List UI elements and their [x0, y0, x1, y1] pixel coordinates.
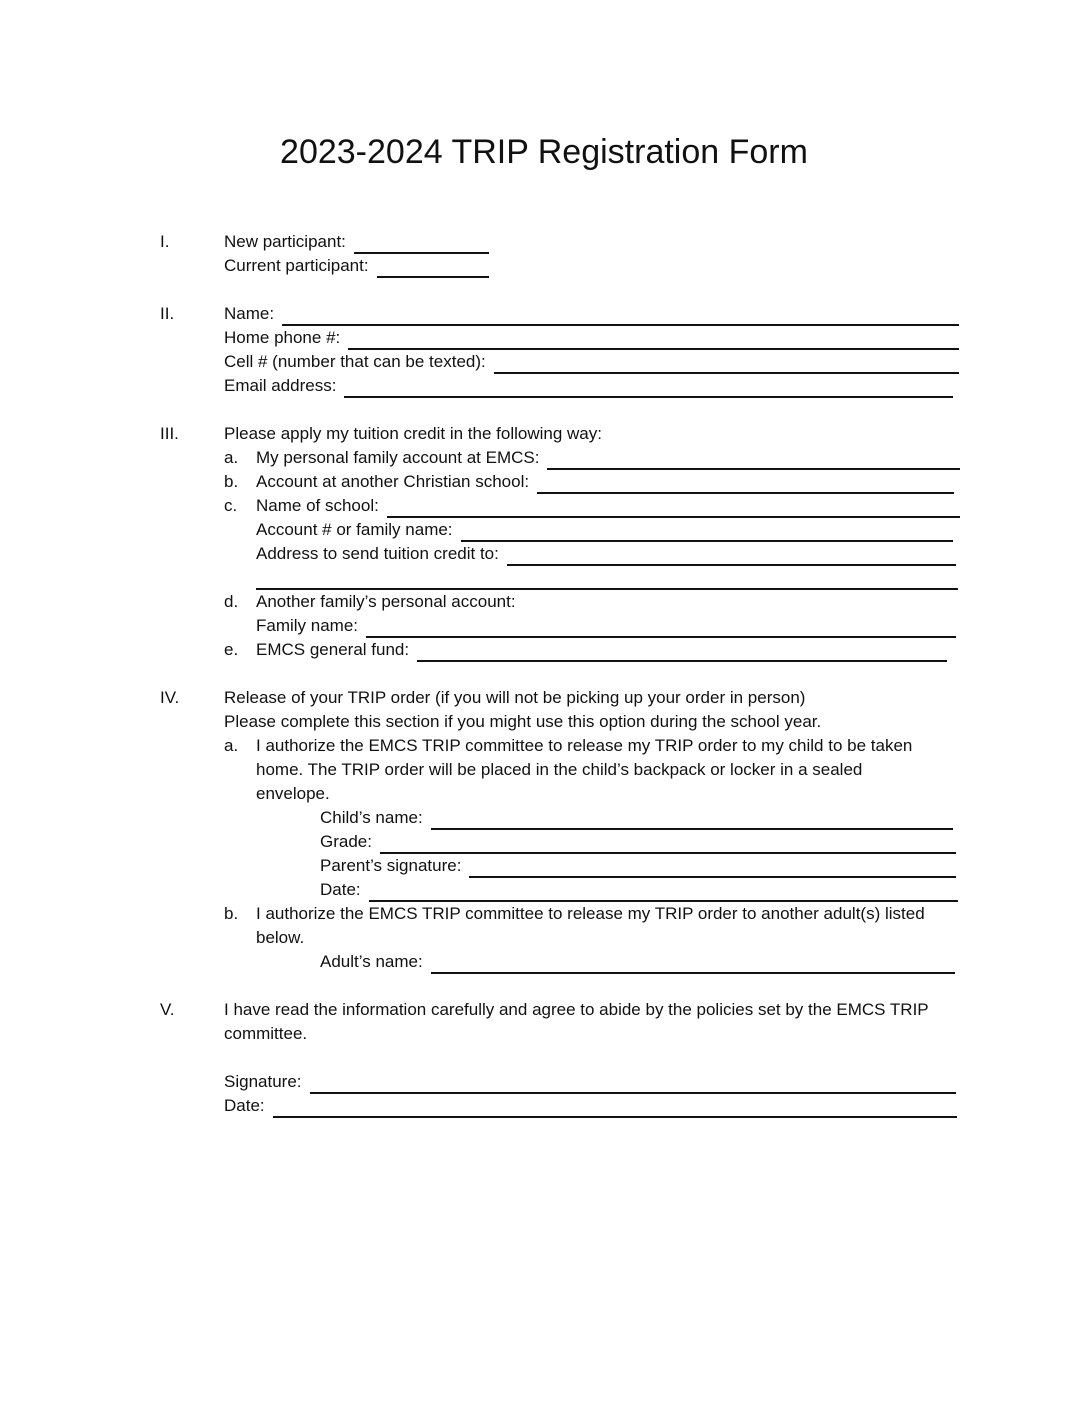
signature-date-field[interactable]	[273, 1098, 957, 1118]
emcs-account-field[interactable]	[547, 450, 960, 470]
release-a-line-1: I authorize the EMCS TRIP committee to release my TRIP order to my child to be taken	[256, 736, 913, 755]
parent-signature-field[interactable]	[469, 858, 956, 878]
new-participant-row	[224, 230, 489, 254]
home-phone-row	[224, 326, 959, 350]
credit-address-row	[256, 542, 956, 566]
signature-field[interactable]	[310, 1074, 957, 1094]
emcs-account-row	[256, 446, 960, 470]
grade-row	[320, 830, 956, 854]
account-number-row	[256, 518, 953, 542]
item-b-letter: b.	[224, 472, 239, 491]
family-name-field[interactable]	[366, 618, 956, 638]
grade-label: Grade:	[320, 832, 372, 851]
email-row	[224, 374, 953, 398]
name-row	[224, 302, 959, 326]
other-school-account-label: Account at another Christian school:	[256, 472, 530, 491]
name-label: Name:	[224, 304, 275, 323]
release-b-line-2: below.	[256, 928, 305, 947]
release-a-line-2: home. The TRIP order will be placed in the child’s backpack or locker in a sealed	[256, 760, 863, 779]
release-a-line-3: envelope.	[256, 784, 330, 803]
signature-date-row	[224, 1094, 957, 1118]
other-school-account-field[interactable]	[537, 474, 954, 494]
general-fund-field[interactable]	[417, 642, 947, 662]
cell-field[interactable]	[494, 354, 959, 374]
child-name-row	[320, 806, 953, 830]
emcs-account-label: My personal family account at EMCS:	[256, 448, 540, 467]
name-field[interactable]	[282, 306, 959, 326]
signature-date-label: Date:	[224, 1096, 265, 1115]
home-phone-field[interactable]	[348, 330, 959, 350]
child-name-field[interactable]	[431, 810, 953, 830]
item-d-letter: d.	[224, 592, 239, 611]
agreement-line-2: committee.	[224, 1024, 308, 1043]
release-b-letter: b.	[224, 904, 239, 923]
signature-row	[224, 1070, 956, 1094]
another-family-label: Another family’s personal account:	[256, 592, 516, 611]
general-fund-label: EMCS general fund:	[256, 640, 410, 659]
parent-signature-row	[320, 854, 956, 878]
cell-row	[224, 350, 959, 374]
parent-signature-label: Parent’s signature:	[320, 856, 462, 875]
new-participant-label: New participant:	[224, 232, 346, 251]
item-e-letter: e.	[224, 640, 239, 659]
tuition-intro: Please apply my tuition credit in the following way:	[224, 424, 602, 443]
current-participant-row	[224, 254, 489, 278]
release-date-field[interactable]	[369, 882, 958, 902]
agreement-line-1: I have read the information carefully and agree to abide by the policies set by the EMCS TRIP	[224, 1000, 929, 1019]
school-name-field[interactable]	[387, 498, 960, 518]
release-date-row	[320, 878, 958, 902]
email-label: Email address:	[224, 376, 337, 395]
family-name-row	[256, 614, 956, 638]
home-phone-label: Home phone #:	[224, 328, 341, 347]
account-number-field[interactable]	[461, 522, 953, 542]
form-title: 2023-2024 TRIP Registration Form	[280, 133, 808, 171]
current-participant-field[interactable]	[377, 258, 489, 278]
credit-address-field-2[interactable]	[256, 570, 958, 590]
adult-name-field[interactable]	[431, 954, 955, 974]
credit-address-row-2	[256, 566, 958, 590]
section-2-number: II.	[160, 304, 175, 323]
section-5-number: V.	[160, 1000, 175, 1019]
adult-name-row	[320, 950, 955, 974]
general-fund-row	[256, 638, 947, 662]
signature-label: Signature:	[224, 1072, 302, 1091]
school-name-label: Name of school:	[256, 496, 379, 515]
account-number-label: Account # or family name:	[256, 520, 453, 539]
release-b-line-1: I authorize the EMCS TRIP committee to release my TRIP order to another adult(s) listed	[256, 904, 925, 923]
adult-name-label: Adult’s name:	[320, 952, 423, 971]
release-a-letter: a.	[224, 736, 239, 755]
grade-field[interactable]	[380, 834, 956, 854]
release-date-label: Date:	[320, 880, 361, 899]
new-participant-field[interactable]	[354, 234, 489, 254]
current-participant-label: Current participant:	[224, 256, 369, 275]
section-3-number: III.	[160, 424, 179, 443]
email-field[interactable]	[344, 378, 953, 398]
credit-address-label: Address to send tuition credit to:	[256, 544, 499, 563]
item-c-letter: c.	[224, 496, 238, 515]
school-name-row	[256, 494, 960, 518]
family-name-label: Family name:	[256, 616, 359, 635]
release-intro-1: Release of your TRIP order (if you will not be picking up your order in person)	[224, 688, 806, 707]
section-1-number: I.	[160, 232, 170, 251]
release-intro-2: Please complete this section if you might use this option during the school year.	[224, 712, 822, 731]
credit-address-field[interactable]	[507, 546, 956, 566]
cell-label: Cell # (number that can be texted):	[224, 352, 486, 371]
section-4-number: IV.	[160, 688, 180, 707]
item-a-letter: a.	[224, 448, 239, 467]
other-school-account-row	[256, 470, 954, 494]
child-name-label: Child’s name:	[320, 808, 423, 827]
